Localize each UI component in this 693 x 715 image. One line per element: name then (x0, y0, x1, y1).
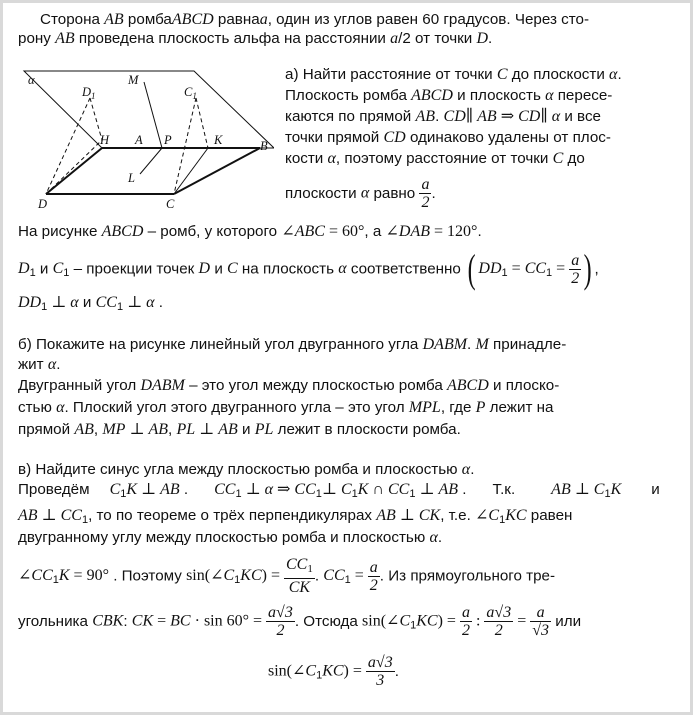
fraction-a-sqrt3-over-3: $\frac{a√3}{3}$ (367, 654, 393, 689)
text: до плоскости (507, 66, 610, 83)
var: D (476, 30, 489, 47)
edge-da (46, 148, 102, 194)
var: C (552, 150, 564, 167)
part-b-line-2: жит α. (18, 356, 61, 373)
text: а) Найти расстояние от точки (285, 66, 497, 83)
pl-line (140, 148, 162, 174)
part-c-line-2: Проведём $C_1K$ ⊥ AB . $CC_1$ ⊥ α ⇒ $CC_1\perp$ $C_1K$ ∩ $CC_1$ ⊥ AB . Т.к. AB ⊥ $C_1K$ и (18, 481, 660, 500)
var: α (545, 87, 554, 104)
value: = 60° (324, 223, 365, 240)
c1k-line (196, 98, 208, 148)
rhomb-statement (18, 224, 482, 240)
var: CD (443, 108, 466, 125)
text: Сторона (40, 11, 105, 28)
text: и все (560, 108, 601, 125)
label-l: L (128, 171, 135, 185)
text: /2 от точки (398, 30, 477, 47)
var: α (609, 66, 618, 83)
var: α (551, 108, 561, 125)
value: = 120° (430, 223, 478, 240)
fraction-a-over-2: $\frac{a}{2}$ (421, 176, 430, 211)
text: плоскости (285, 184, 361, 202)
text: ромба (123, 11, 172, 28)
text: точки прямой (285, 129, 384, 146)
text: Плоскость ромба (285, 87, 412, 104)
text: , поэтому расстояние от точки (335, 150, 553, 167)
var: C (496, 66, 508, 83)
text: до (563, 150, 585, 167)
text: равно (369, 184, 420, 202)
var: ∠DAB (385, 223, 431, 240)
part-b-line-3: Двугранный угол DABM – это угол между плоскостью ромба ABCD и плоско- (18, 377, 560, 394)
text: одинаково удалены от плос- (405, 129, 611, 146)
text: . (477, 223, 482, 240)
part-a-line-5 (285, 151, 585, 167)
text: На рисунке (18, 223, 102, 240)
label-c1: $C_1$ (184, 85, 197, 101)
fraction-a-sqrt3-over-2: $\frac{a√3}{2}$ (486, 604, 512, 639)
text: . (435, 108, 444, 125)
part-b-line-4: стью α. Плоский угол этого двугранного угла – это угол MPL, где P лежит на (18, 399, 554, 416)
label-k: K (214, 133, 223, 147)
part-a-line-4 (285, 130, 611, 146)
label-h: H (100, 133, 110, 147)
frame-border-top (0, 0, 693, 3)
var: AB (477, 108, 497, 125)
fraction-a-sqrt3-over-2: $\frac{a√3}{2}$ (268, 604, 293, 639)
problem-line-1 (40, 12, 589, 28)
frame-border-left (0, 0, 3, 715)
var: C (227, 260, 238, 277)
var: D (18, 260, 30, 277)
var: AB (55, 30, 75, 47)
problem-line-2 (18, 31, 492, 47)
part-a-line-1 (285, 67, 622, 83)
text: . (488, 30, 493, 47)
fraction-cc1-over-ck: $\frac{CC_1}{CK}$ (285, 556, 313, 596)
label-c: C (166, 197, 175, 211)
part-c-line-4: двугранному углу между плоскостью ромба и плоскостью α. (18, 529, 443, 546)
var: ABCD (411, 87, 453, 104)
part-c-line-6: угольника CBK: CK = BC · sin 60° = $\frac{a√3}{2}$ . Отсюда $\sin(\angle C_1KC)$ = $\frac{a}{2}$ : $\frac{a√3}{2}$ = $\frac{a}{√3}$ или (18, 604, 582, 639)
var: C (52, 260, 64, 277)
label-d1: $D_1$ (82, 85, 96, 101)
label-b: B (260, 139, 268, 153)
text: , один из углов равен 60 градусов. Через сто- (267, 11, 590, 28)
var: ABCD (171, 11, 214, 28)
text: . (617, 66, 622, 83)
text: , а (364, 223, 386, 240)
var: α (338, 260, 347, 277)
text: и плоскость (452, 87, 546, 104)
rhombus-plane-figure (12, 62, 274, 214)
mp-line (144, 82, 162, 148)
part-c-line-3: AB ⊥ $CC_1$, то по теореме о трёх перпендикулярах AB ⊥ CK, т.е. $\angle C_1KC$ равен (18, 507, 573, 526)
var: α (360, 184, 370, 202)
symbol: ∥ (465, 108, 478, 125)
var: CD (518, 108, 541, 125)
text: равна (213, 11, 260, 28)
symbol: ⇒ (496, 108, 519, 125)
text: – ромб, у которого (143, 223, 282, 240)
dd1-line (46, 98, 90, 194)
part-b-line-1: б) Покажите на рисунке линейный угол двугранного угла DABM. M принадле- (18, 336, 567, 353)
part-c-line-1: в) Найдите синус угла между плоскостью ромба и плоскостью α. (18, 461, 475, 478)
ck-line (174, 148, 208, 194)
var: ABCD (101, 223, 144, 240)
var: CC (524, 260, 547, 277)
final-answer: $\sin(\angle C_1KC)$ = $\frac{a√3}{3}$ . (268, 654, 399, 689)
fraction-a-over-2: $\frac{a}{2}$ (571, 251, 580, 287)
part-b-line-5: прямой AB, MP ⊥ AB, PL ⊥ AB и PL лежит в плоскости ромба. (18, 421, 461, 438)
label-d: D (38, 197, 48, 211)
symbol: ∥ (540, 108, 552, 125)
perp-statement: $DD_1$ ⊥ α и $CC_1$ ⊥ α . (18, 294, 163, 313)
var: CD (383, 129, 406, 146)
var: ∠ABC (281, 223, 325, 240)
label-alpha: α (28, 73, 35, 87)
var: DD (478, 260, 502, 277)
var: a (390, 30, 399, 47)
part-c-line-5: $\angle CC_1K = 90^\circ$ . Поэтому $\sin(\angle C_1KC)$ = $\frac{CC_1}{CK}$ . $CC_1$ = $\frac{a}{2}$ . Из прямоугольного тре- (18, 556, 556, 596)
label-m: M (128, 73, 139, 87)
label-p: P (164, 133, 172, 147)
edge-bc (174, 148, 260, 194)
text: пересе- (553, 87, 613, 104)
fraction-a-over-2: $\frac{a}{2}$ (369, 558, 378, 594)
part-a-line-3 (285, 109, 601, 125)
var: a (259, 11, 268, 28)
part-a-line-2 (285, 88, 612, 104)
part-a-line-6: плоскости α равно $\frac{a}{2}$ . (285, 176, 436, 211)
fraction-a-over-sqrt3: $\frac{a}{√3}$ (532, 604, 549, 639)
text: кости (285, 150, 328, 167)
text: рону (18, 30, 56, 47)
label-a: A (135, 133, 143, 147)
var: AB (415, 108, 436, 125)
var: α (327, 150, 336, 167)
text: каются по прямой (285, 108, 416, 125)
var: AB (104, 11, 124, 28)
fraction-a-over-2: $\frac{a}{2}$ (461, 604, 470, 639)
plane-alpha (24, 71, 274, 148)
projection-statement: $D_1$ и $C_1$ – проекции точек D и C на плоскость α соответственно ( $DD_1 = CC_1$ = $\frac{a}{2}$ ) , (18, 246, 599, 291)
text: проведена плоскость альфа на расстоянии (74, 30, 391, 47)
var: D (198, 260, 211, 277)
